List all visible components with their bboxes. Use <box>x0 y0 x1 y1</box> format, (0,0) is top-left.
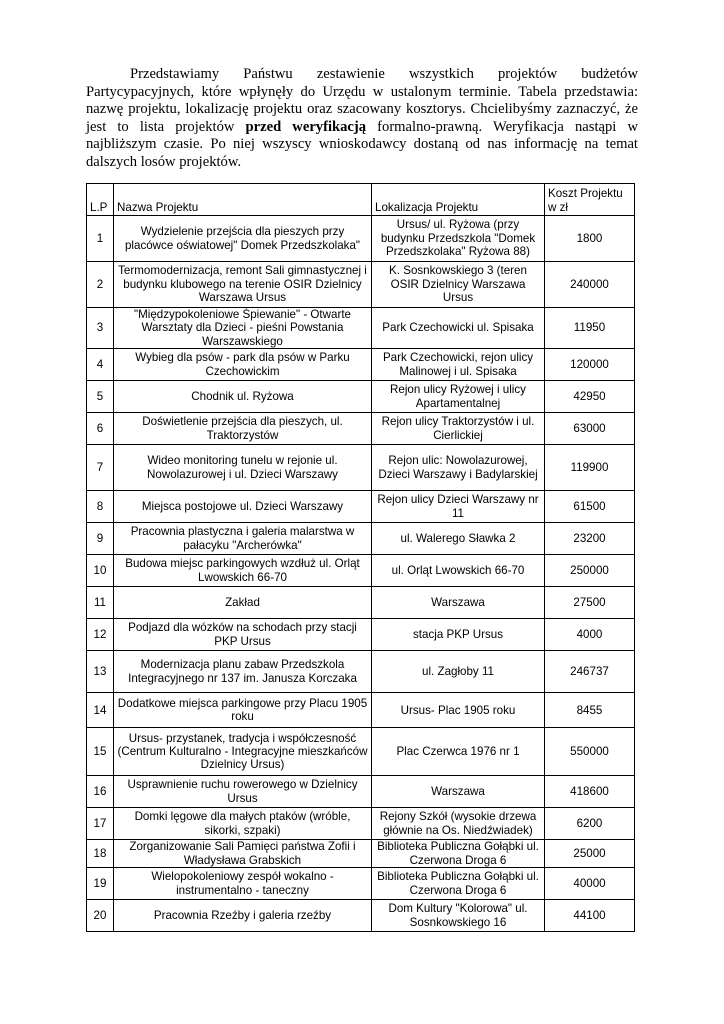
cell-location: Rejony Szkół (wysokie drzewa głównie na Os. Niedźwiadek) <box>372 808 545 840</box>
cell-location: Biblioteka Publiczna Gołąbki ul. Czerwona Droga 6 <box>372 840 545 868</box>
cell-name: Zorganizowanie Sali Pamięci państwa Zofii i Władysława Grabskich <box>114 840 372 868</box>
cell-location: ul. Zagłoby 11 <box>372 651 545 693</box>
cell-cost: 4000 <box>545 619 635 651</box>
cell-cost: 61500 <box>545 491 635 523</box>
cell-cost: 27500 <box>545 587 635 619</box>
header-lp: L.P <box>87 184 114 216</box>
cell-location: Rejon ulicy Traktorzystów i ul. Cierlickiej <box>372 413 545 445</box>
cell-location: Ursus/ ul. Ryżowa (przy budynku Przedszkola "Domek Przedszkolaka" Ryżowa 88) <box>372 216 545 262</box>
cell-name: Modernizacja planu zabaw Przedszkola Integracyjnego nr 137 im. Janusza Korczaka <box>114 651 372 693</box>
cell-cost: 42950 <box>545 381 635 413</box>
cell-location: ul. Orląt Lwowskich 66-70 <box>372 555 545 587</box>
header-cost: Koszt Projektu w zł <box>545 184 635 216</box>
cell-location: Warszawa <box>372 776 545 808</box>
cell-lp: 3 <box>87 308 114 349</box>
table-row <box>87 308 635 349</box>
cell-lp: 20 <box>87 900 114 932</box>
cell-name: Ursus- przystanek, tradycja i współczesność (Centrum Kulturalno - Integracyjne mieszkańców Dzielnicy Ursus) <box>114 728 372 776</box>
cell-name: Wielopokoleniowy zespół wokalno - instrumentalno - taneczny <box>114 868 372 900</box>
cell-lp: 7 <box>87 445 114 491</box>
table-row <box>87 868 635 900</box>
cell-cost: 246737 <box>545 651 635 693</box>
cell-cost: 1800 <box>545 216 635 262</box>
cell-name: Wideo monitoring tunelu w rejonie ul. Nowolazurowej i ul. Dzieci Warszawy <box>114 445 372 491</box>
cell-location: Rejon ulicy Dzieci Warszawy nr 11 <box>372 491 545 523</box>
cell-location: Park Czechowicki ul. Spisaka <box>372 308 545 349</box>
table-row <box>87 413 635 445</box>
header-location: Lokalizacja Projektu <box>372 184 545 216</box>
cell-lp: 12 <box>87 619 114 651</box>
cell-cost: 550000 <box>545 728 635 776</box>
cell-lp: 9 <box>87 523 114 555</box>
intro-text-before: Przedstawiamy Państwu zestawienie wszystkich projektów budżetów Partycypacyjnych, które wpłynęły do Urzędu w ustalonym terminie. Tabela przedstawia: nazwę projektu, lokalizację projektu oraz szacowany kosztorys. Chcielibyśmy zaznaczyć, że jest to lista projektów <box>86 66 638 135</box>
table-row <box>87 381 635 413</box>
cell-cost: 6200 <box>545 808 635 840</box>
cell-name: Chodnik ul. Ryżowa <box>114 381 372 413</box>
cell-cost: 11950 <box>545 308 635 349</box>
table-row <box>87 808 635 840</box>
cell-lp: 6 <box>87 413 114 445</box>
header-name: Nazwa Projektu <box>114 184 372 216</box>
cell-lp: 19 <box>87 868 114 900</box>
cell-location: Rejon ulic: Nowolazurowej, Dzieci Warszawy i Badylarskiej <box>372 445 545 491</box>
table-row <box>87 523 635 555</box>
cell-location: Biblioteka Publiczna Gołąbki ul. Czerwona Droga 6 <box>372 868 545 900</box>
table-row <box>87 900 635 932</box>
cell-cost: 418600 <box>545 776 635 808</box>
cell-location: Ursus- Plac 1905 roku <box>372 693 545 728</box>
table-row <box>87 693 635 728</box>
cell-cost: 240000 <box>545 262 635 308</box>
cell-name: Pracownia plastyczna i galeria malarstwa w pałacyku "Archerówka" <box>114 523 372 555</box>
cell-name: Pracownia Rzeźby i galeria rzeźby <box>114 900 372 932</box>
cell-location: Plac Czerwca 1976 nr 1 <box>372 728 545 776</box>
cell-cost: 23200 <box>545 523 635 555</box>
cell-lp: 8 <box>87 491 114 523</box>
table-row <box>87 491 635 523</box>
table-row <box>87 216 635 262</box>
cell-cost: 44100 <box>545 900 635 932</box>
cell-location: Park Czechowicki, rejon ulicy Malinowej i ul. Spisaka <box>372 349 545 381</box>
cell-location: Dom Kultury "Kolorowa" ul. Sosnkowskiego 16 <box>372 900 545 932</box>
table-row <box>87 349 635 381</box>
cell-lp: 18 <box>87 840 114 868</box>
cell-location: Warszawa <box>372 587 545 619</box>
cell-name: Wydzielenie przejścia dla pieszych przy placówce oświatowej" Domek Przedszkolaka" <box>114 216 372 262</box>
cell-cost: 250000 <box>545 555 635 587</box>
cell-name: Budowa miejsc parkingowych wzdłuż ul. Orląt Lwowskich 66-70 <box>114 555 372 587</box>
cell-location: ul. Walerego Sławka 2 <box>372 523 545 555</box>
table-row <box>87 776 635 808</box>
table-row <box>87 445 635 491</box>
cell-cost: 40000 <box>545 868 635 900</box>
cell-location: stacja PKP Ursus <box>372 619 545 651</box>
cell-name: Zakład <box>114 587 372 619</box>
cell-name: Doświetlenie przejścia dla pieszych, ul. Traktorzystów <box>114 413 372 445</box>
table-row <box>87 840 635 868</box>
cell-lp: 10 <box>87 555 114 587</box>
cell-lp: 17 <box>87 808 114 840</box>
cell-name: Termomodernizacja, remont Sali gimnastycznej i budynku klubowego na terenie OSIR Dzielnicy Warszawa Ursus <box>114 262 372 308</box>
cell-location: Rejon ulicy Ryżowej i ulicy Apartamentalnej <box>372 381 545 413</box>
cell-lp: 15 <box>87 728 114 776</box>
cell-cost: 119900 <box>545 445 635 491</box>
projects-table <box>86 183 635 932</box>
cell-name: Podjazd dla wózków na schodach przy stacji PKP Ursus <box>114 619 372 651</box>
cell-name: "Międzypokoleniowe Śpiewanie" - Otwarte Warsztaty dla Dzieci - pieśni Powstania Warszawskiego <box>114 308 372 349</box>
table-header-row <box>87 184 635 216</box>
table-row <box>87 555 635 587</box>
cell-cost: 63000 <box>545 413 635 445</box>
intro-paragraph <box>86 66 638 172</box>
cell-lp: 11 <box>87 587 114 619</box>
cell-name: Miejsca postojowe ul. Dzieci Warszawy <box>114 491 372 523</box>
table-row <box>87 619 635 651</box>
cell-cost: 25000 <box>545 840 635 868</box>
cell-name: Usprawnienie ruchu rowerowego w Dzielnicy Ursus <box>114 776 372 808</box>
cell-lp: 5 <box>87 381 114 413</box>
cell-cost: 120000 <box>545 349 635 381</box>
cell-location: K. Sosnkowskiego 3 (teren OSIR Dzielnicy Warszawa Ursus <box>372 262 545 308</box>
cell-cost: 8455 <box>545 693 635 728</box>
intro-emphasis: przed weryfikacją <box>245 118 367 135</box>
cell-name: Wybieg dla psów - park dla psów w Parku Czechowickim <box>114 349 372 381</box>
cell-lp: 13 <box>87 651 114 693</box>
cell-lp: 2 <box>87 262 114 308</box>
table-row <box>87 587 635 619</box>
cell-name: Dodatkowe miejsca parkingowe przy Placu 1905 roku <box>114 693 372 728</box>
table-row <box>87 262 635 308</box>
table-row <box>87 728 635 776</box>
table-row <box>87 651 635 693</box>
intro-text-after: formalno-prawną. Weryfikacja nastąpi w najbliższym czasie. Po niej wszyscy wnioskodawcy dostaną od nas informację na temat dalszych losów projektów. <box>86 118 638 170</box>
table-body <box>87 216 635 932</box>
cell-name: Domki lęgowe dla małych ptaków (wróble, sikorki, szpaki) <box>114 808 372 840</box>
cell-lp: 16 <box>87 776 114 808</box>
cell-lp: 4 <box>87 349 114 381</box>
cell-lp: 1 <box>87 216 114 262</box>
cell-lp: 14 <box>87 693 114 728</box>
